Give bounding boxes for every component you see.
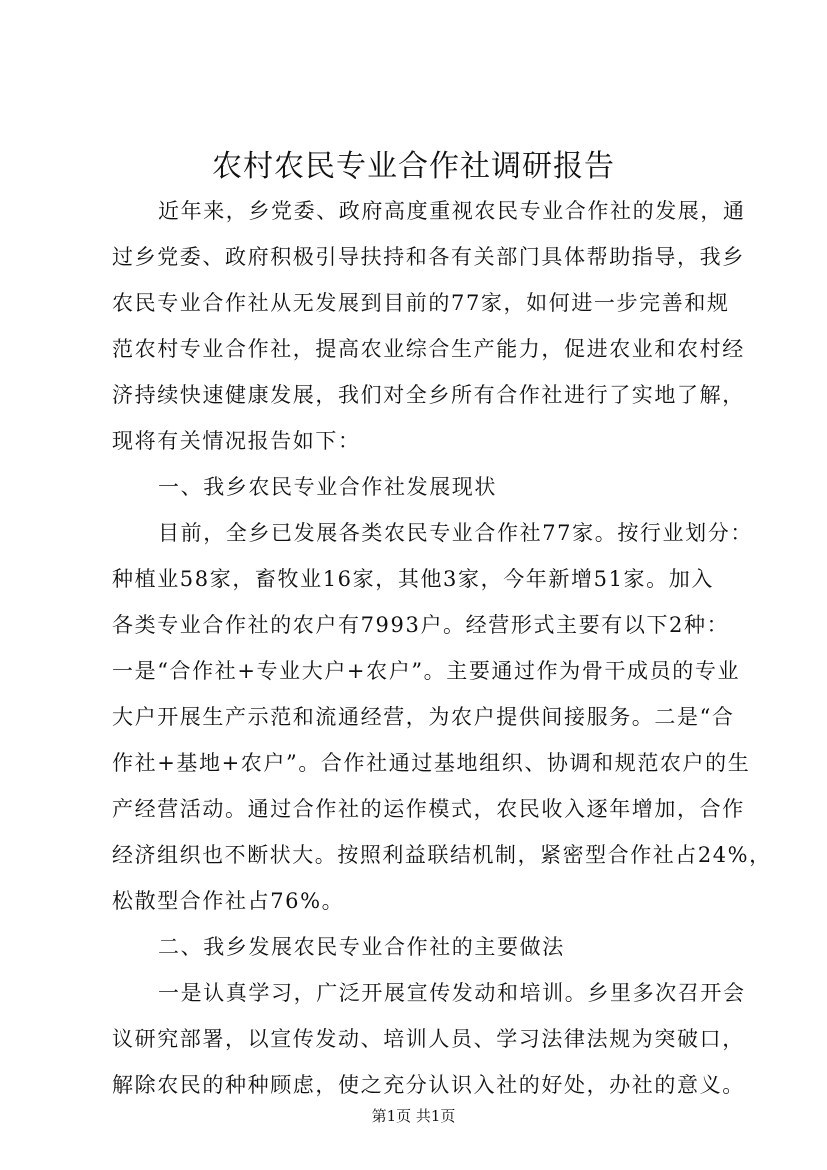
paragraph-line: 大户开展生产示范和流通经营，为农户提供间接服务。二是“合 [112, 705, 735, 729]
paragraph-line: 济持续快速健康发展，我们对全乡所有合作社进行了实地了解， [112, 383, 745, 407]
page-footer: 第1页 共1页 [371, 1107, 456, 1125]
paragraph-line: 议研究部署，以宣传发动、培训人员、学习法律法规为突破口， [112, 1027, 745, 1051]
paragraph-line: 现将有关情况报告如下： [112, 429, 361, 453]
document-title: 农村农民专业合作社调研报告 [212, 149, 615, 184]
paragraph-line: 一是认真学习，广泛开展宣传发动和培训。乡里多次召开会 [158, 981, 746, 1005]
paragraph-line: 解除农民的种种顾虑，使之充分认识入社的好处，办社的意义。 [112, 1073, 745, 1097]
section-heading: 一、我乡农民专业合作社发展现状 [158, 475, 497, 499]
paragraph-line: 松散型合作社占76%。 [112, 889, 345, 913]
paragraph-line: 一是“合作社+专业大户+农户”。主要通过作为骨干成员的专业 [112, 659, 741, 683]
section-heading: 二、我乡发展农民专业合作社的主要做法 [158, 935, 565, 959]
paragraph-line: 范农村专业合作社，提高农业综合生产能力，促进农业和农村经 [112, 337, 745, 361]
paragraph-line: 产经营活动。通过合作社的运作模式，农民收入逐年增加，合作 [112, 797, 745, 821]
paragraph-line: 种植业58家，畜牧业16家，其他3家，今年新增51家。加入 [112, 567, 714, 591]
paragraph-line: 近年来，乡党委、政府高度重视农民专业合作社的发展，通 [158, 199, 746, 223]
paragraph-line: 农民专业合作社从无发展到目前的77家，如何进一步完善和规 [112, 291, 730, 315]
paragraph-line: 目前，全乡已发展各类农民专业合作社77家。按行业划分： [158, 521, 753, 545]
paragraph-line: 作社+基地+农户”。合作社通过基地组织、协调和规范农户的生 [112, 751, 751, 775]
paragraph-line: 各类专业合作社的农户有7993户。经营形式主要有以下2种： [112, 613, 730, 637]
paragraph-line: 过乡党委、政府积极引导扶持和各有关部门具体帮助指导，我乡 [112, 245, 745, 269]
paragraph-line: 经济组织也不断状大。按照利益联结机制，紧密型合作社占24%， [112, 843, 772, 867]
